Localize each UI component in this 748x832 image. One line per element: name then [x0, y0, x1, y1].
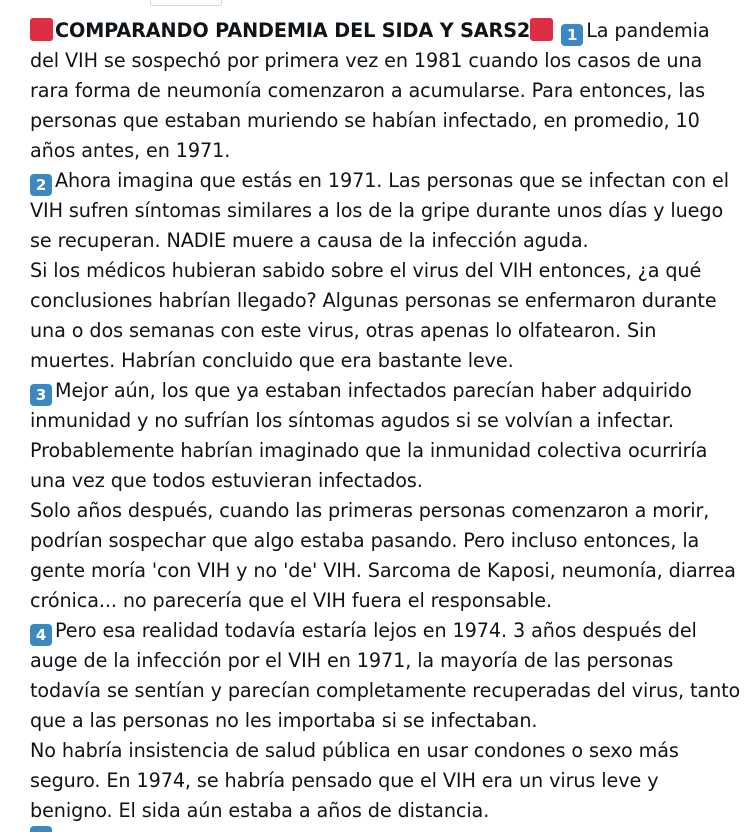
paragraph-text: Solo años después, cuando las primeras personas comenzaron a morir, podrían sospechar que algo estaba pasando. Pero incluso entonces, la gente moría 'con VIH y no 'de' VIH. Sarcoma de Kaposi, neumonía, diarrea crónica... no parecería que el VIH fuera el responsable.: [30, 499, 736, 612]
post-paragraph-7: [30, 736, 742, 826]
previous-element-edge: [150, 0, 222, 6]
paragraph-text: Mejor aún, los que ya estaban infectados parecían haber adquirido inmunidad y no sufrían los síntomas agudos si se volvían a infectar. Probablemente habrían imaginado que la inmunidad colectiva ocurriría una vez que todos estuvieran infectados.: [30, 379, 708, 492]
paragraph-text: Si los médicos hubieran sabido sobre el virus del VIH entonces, ¿a qué conclusiones habrían llegado? Algunas personas se enfermaron durante una o dos semanas con este virus, otras apenas lo olfatearon. Sin muertes. Habrían concluido que era bastante leve.: [30, 259, 717, 372]
post-paragraph-1: [30, 16, 742, 166]
post-paragraph-3: [30, 256, 742, 376]
paragraph-text: No habría insistencia de salud pública en usar condones o sexo más seguro. En 1974, se habría pensado que el VIH era un virus leve y benigno. El sida aún estaba a años de distancia.: [30, 739, 679, 822]
red-square-icon: [30, 18, 53, 41]
keycap-1-icon: 1: [561, 24, 583, 46]
paragraph-text: Ahora imagina que estás en 1971. Las personas que se infectan con el VIH sufren síntomas similares a los de la gripe durante unos días y luego se recuperan. NADIE muere a causa de la infección aguda.: [30, 169, 729, 252]
post-paragraph-4: [30, 376, 742, 496]
post-paragraph-6: [30, 616, 742, 736]
keycap-4-icon: 4: [30, 624, 52, 646]
paragraph-text: La pandemia del VIH se sospechó por primera vez en 1981 cuando los casos de una rara forma de neumonía comenzaron a acumularse. Para entonces, las personas que estaban muriendo se habían infectado, en promedio, 10 años antes, en 1971.: [30, 19, 710, 162]
keycap-3-icon: 3: [30, 384, 52, 406]
keycap-5-icon-partial: [30, 826, 52, 832]
red-square-icon: [530, 18, 553, 41]
post-paragraph-2: [30, 166, 742, 256]
post-paragraph-5: [30, 496, 742, 616]
post-title: COMPARANDO PANDEMIA DEL SIDA Y SARS2: [55, 19, 531, 42]
post-text: [30, 16, 742, 826]
paragraph-text: Pero esa realidad todavía estaría lejos en 1974. 3 años después del auge de la infección por el VIH en 1971, la mayoría de las personas todavía se sentían y parecían completamente recuperadas del virus, tanto que a las personas no les importaba si se infectaban.: [30, 619, 741, 732]
keycap-2-icon: 2: [30, 174, 52, 196]
